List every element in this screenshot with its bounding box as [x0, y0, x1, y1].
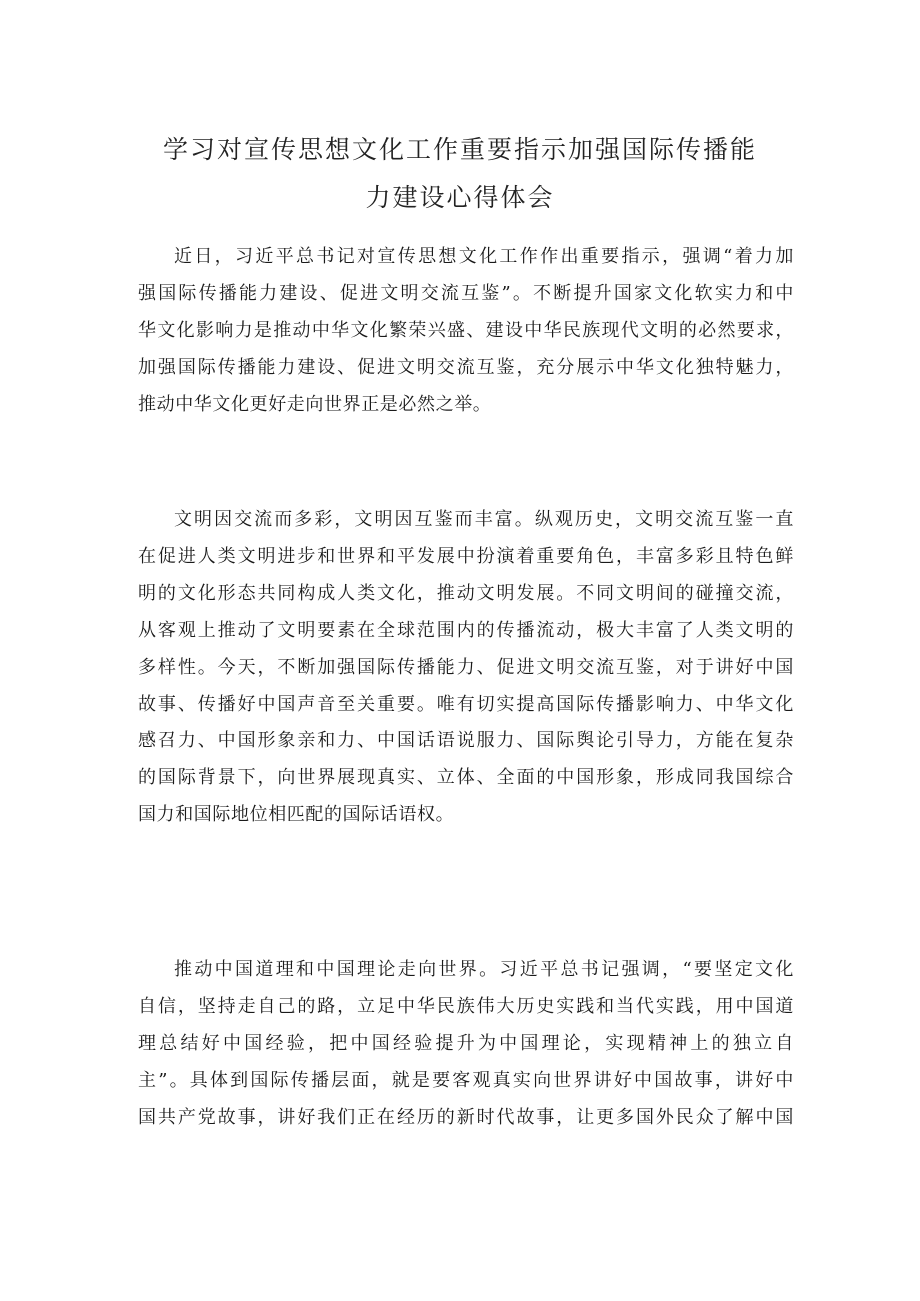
paragraph-line: 推动中华文化更好走向世界正是必然之举。: [138, 393, 492, 415]
paragraph-line: 强国际传播能力建设、促进文明交流互鉴”。不断提升国家文化软实力和中: [138, 282, 794, 304]
paragraph-line: 华文化影响力是推动中华文化繁荣兴盛、建设中华民族现代文明的必然要求，: [138, 319, 794, 341]
paragraph-line: 在促进人类文明进步和世界和平发展中扮演着重要角色，丰富多彩且特色鲜: [138, 545, 794, 567]
paragraph-line: 故事、传播好中国声音至关重要。唯有切实提高国际传播影响力、中华文化: [138, 693, 794, 715]
paragraph-line: 从客观上推动了文明要素在全球范围内的传播流动，极大丰富了人类文明的: [138, 619, 794, 641]
paragraph-line: 近日，习近平总书记对宣传思想文化工作作出重要指示，强调“着力加: [174, 246, 794, 267]
paragraph-line: 感召力、中国形象亲和力、中国话语说服力、国际舆论引导力，方能在复杂: [138, 730, 794, 752]
paragraph-line: 的国际背景下，向世界展现真实、立体、全面的中国形象，形成同我国综合: [138, 767, 794, 789]
document-title: [100, 126, 820, 222]
paragraph-line: 加强国际传播能力建设、促进文明交流互鉴，充分展示中华文化独特魅力，: [138, 356, 794, 378]
paragraph-line: 推动中国道理和中国理论走向世界。习近平总书记强调，“要坚定文化: [174, 959, 794, 980]
paragraph-line: 国共产党故事，讲好我们正在经历的新时代故事，让更多国外民众了解中国: [138, 1106, 794, 1128]
paragraph-line: 明的文化形态共同构成人类文化，推动文明发展。不同文明间的碰撞交流，: [138, 582, 794, 604]
paragraph-line: 理总结好中国经验，把中国经验提升为中国理论，实现精神上的独立自: [138, 1032, 794, 1054]
paragraph-line: 国力和国际地位相匹配的国际话语权。: [138, 804, 455, 826]
paragraph-2: [138, 502, 794, 834]
paragraph-3: [138, 952, 794, 1137]
paragraph-line: 文明因交流而多彩，文明因互鉴而丰富。纵观历史，文明交流互鉴一直: [174, 509, 794, 530]
title-line: 学习对宣传思想文化工作重要指示加强国际传播能: [162, 135, 757, 164]
paragraph-line: 多样性。今天，不断加强国际传播能力、促进文明交流互鉴，对于讲好中国: [138, 656, 794, 678]
paragraph-line: 自信，坚持走自己的路，立足中华民族伟大历史实践和当代实践，用中国道: [138, 995, 794, 1017]
title-line: 力建设心得体会: [365, 183, 555, 212]
paragraph-1: [138, 239, 794, 424]
paragraph-line: 主”。具体到国际传播层面，就是要客观真实向世界讲好中国故事，讲好中: [138, 1069, 794, 1091]
